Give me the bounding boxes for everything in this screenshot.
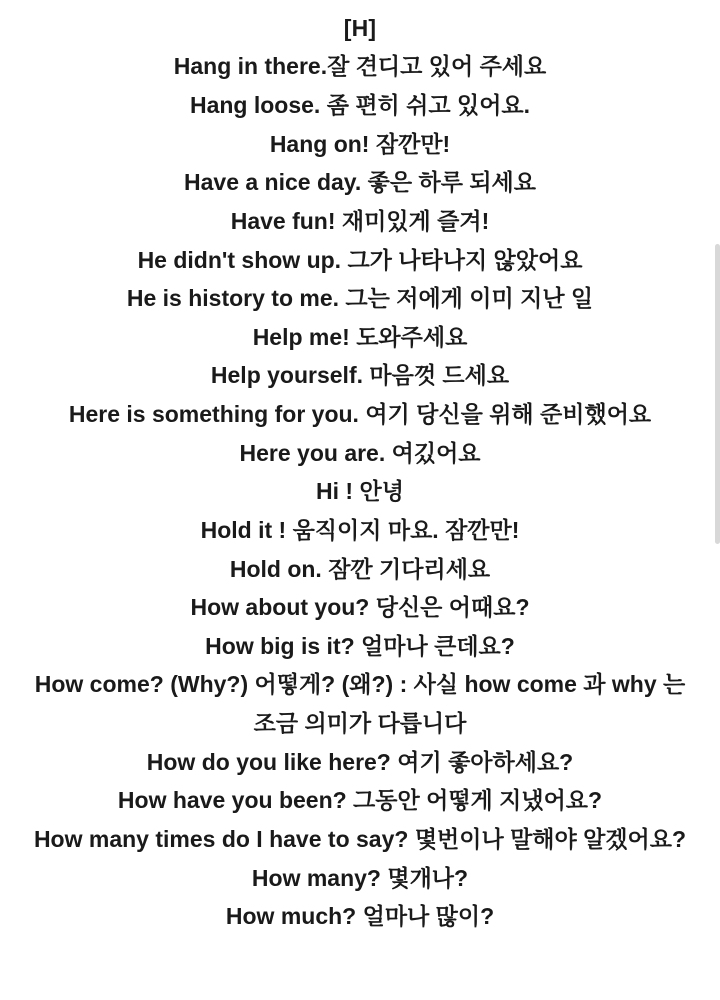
list-item: He didn't show up. 그가 나타나지 않았어요	[137, 246, 583, 273]
list-item: How much? 얼마나 많이?	[225, 903, 495, 930]
list-item: How have you been? 그동안 어떻게 지냈어요?	[117, 787, 603, 814]
list-item: Hang in there.잘 견디고 있어 주세요	[173, 53, 547, 80]
list-item: Have a nice day. 좋은 하루 되세요	[184, 169, 536, 196]
list-item: Have fun! 재미있게 즐겨!	[230, 207, 490, 234]
list-item: How come? (Why?) 어떻게? (왜?) : 사실 how come 과 why 는 조금 의미가 다릅니다	[34, 671, 686, 737]
phrase-list	[16, 47, 704, 935]
list-item: Hold it ! 움직이지 마요. 잠깐만!	[200, 516, 520, 543]
list-item: Hi ! 안녕	[316, 478, 404, 505]
list-item: Help me! 도와주세요	[252, 323, 468, 350]
list-item: Here you are. 여깄어요	[239, 439, 481, 466]
vertical-scrollbar[interactable]	[715, 244, 720, 544]
list-item: How big is it? 얼마나 큰데요?	[205, 632, 515, 659]
list-item: Help yourself. 마음껏 드세요	[210, 362, 510, 389]
page-title: [H]	[343, 15, 377, 41]
list-item: He is history to me. 그는 저에게 이미 지난 일	[126, 285, 594, 312]
list-item: How many? 몇개나?	[251, 864, 469, 891]
list-item: Hang on! 잠깐만!	[269, 130, 451, 157]
list-item: How do you like here? 여기 좋아하세요?	[146, 748, 574, 775]
list-item: How many times do I have to say? 몇번이나 말해야 알겠어요?	[33, 825, 687, 852]
list-item: Here is something for you. 여기 당신을 위해 준비했어요	[68, 401, 652, 428]
list-item: How about you? 당신은 어때요?	[190, 594, 530, 621]
list-item: Hang loose. 좀 편히 쉬고 있어요.	[189, 92, 531, 119]
list-item: Hold on. 잠깐 기다리세요	[229, 555, 491, 582]
